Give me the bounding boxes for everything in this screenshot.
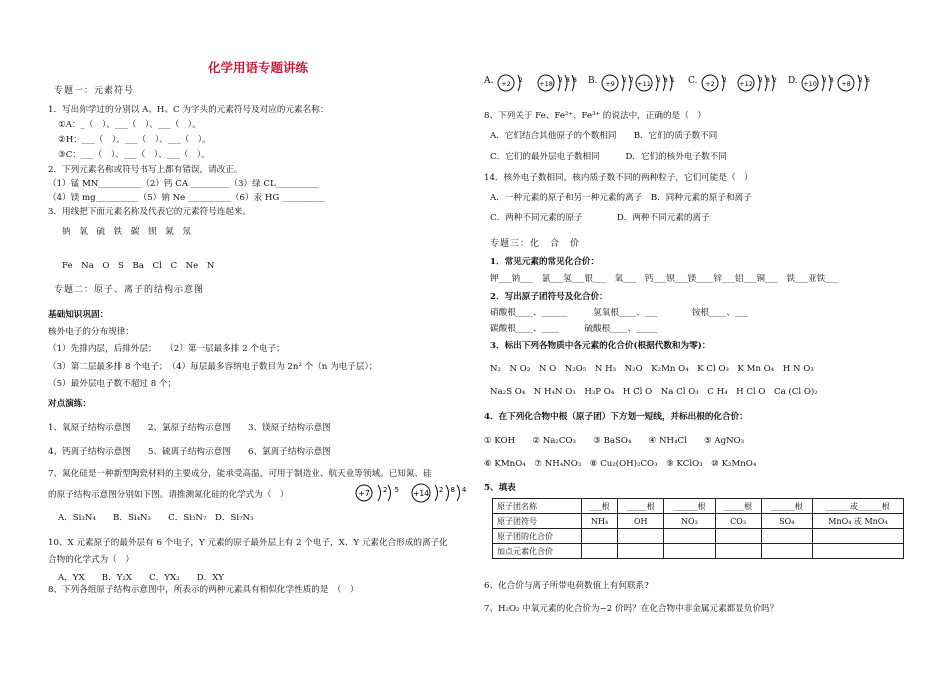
valence-1-heading: 1．常见元素的常见化合价： (490, 257, 600, 267)
q1-text: 1．写出你学过的分别以 A、H、C 为字头的元素符号及对应的元素名称： (48, 105, 329, 115)
nucleus-charge: +12 (739, 80, 753, 88)
shell-electron-count: 8 (664, 77, 668, 84)
row-head-valence: 原子团的化合价 (493, 529, 582, 544)
valence-4-line1: ① KOH ② Na₂CO₃ ③ BaSO₄ ④ NH₄Cl ⑤ AgNO₃ (484, 436, 745, 446)
shell-electron-count: 8 (573, 77, 577, 84)
atom-option-label: A. (484, 76, 494, 86)
atom-svg (536, 72, 580, 94)
valence-3-line2: Na₂S O₄ N H₄N O₃ H₃P O₄ H Cl O Na Cl O₃ C H₄ H Cl O Ca (Cl O)₂ (490, 387, 818, 397)
nitrogen-electrons: 2 5 (383, 486, 399, 494)
valence-3-line1: N₂ N O₂ N O N₂O₅ N H₃ N₂O K₂Mn O₄ K Cl O₃ K Mn O₄ H N O₃ (490, 364, 814, 374)
practice-7-line1: 7、氮化硅是一种新型陶瓷材料的主要成分，能承受高温，可用于制造业、航天业等领域。已知氮、硅 (48, 469, 432, 479)
blank-cell[interactable] (618, 529, 664, 544)
fill-table-heading: 5、填表 (484, 483, 516, 493)
silicon-nucleus: +14 (413, 489, 429, 498)
basic-knowledge-heading: 基础知识巩固： (48, 310, 109, 320)
shell-electron-count: 1 (671, 77, 675, 84)
q14-options-cd: C．两种不同元素的原子 D．两种不同元素的离子 (490, 213, 710, 223)
row-head-dotted-valence: 加点元素化合价 (493, 544, 582, 559)
blank-cell[interactable] (715, 529, 761, 544)
nucleus-charge: +2 (705, 80, 715, 88)
shell-electron-count: 2 (773, 77, 777, 84)
blank-cell[interactable] (812, 544, 903, 559)
radical-symbol-cell: NO₃ (664, 514, 715, 529)
q8-options-cd: C．它们的最外层电子数相同 D．它们的核外电子数不同 (490, 152, 727, 162)
silicon-atom-diagram (410, 483, 474, 503)
blank-cell[interactable] (761, 544, 812, 559)
practice-10-line2: 合物的化学式为（ ） (48, 555, 134, 565)
valence-4-heading: 4．在下列化合物中根（原子团）下方划一短线，并标出根的化合价： (484, 412, 748, 422)
table-row (493, 514, 904, 529)
practice-10-line1: 10、X 元素原子的最外层有 6 个电子，Y 元素的原子最外层上有 2 个电子，X、Y 元素化合形成的离子化 (48, 538, 448, 548)
atom-svg (836, 72, 880, 94)
blank-cell[interactable] (664, 529, 715, 544)
practice-7-options: A．Si₃N₄ B．Si₄N₃ C．Si₃N₇ D．Si₇N₃ (58, 513, 254, 523)
valence-4-line2: ⑥ KMnO₄ ⑦ NH₄NO₃ ⑧ Cu₂(OH)₂CO₃ ⑨ KClO₃ ⑩ K₂MnO₄ (484, 459, 757, 469)
practice-7-line2: 的原子结构示意图分别如下图。请推测氮化硅的化学式为（ ） (48, 490, 289, 500)
radical-symbol-cell: SO₄ (761, 514, 812, 529)
valence-2-line2: 碳酸根____、____ 硫酸根____、_____ (490, 324, 658, 334)
q8-text: 8、下列关于 Fe、Fe²⁺、Fe³⁺ 的说法中，正确的是（ ） (484, 111, 706, 121)
valence-3-heading: 3．标出下列各物质中各元素的化合价(根据代数和为零)： (490, 341, 711, 351)
nitrogen-nucleus: +7 (358, 489, 370, 498)
nucleus-charge: +2 (501, 80, 511, 88)
atom-svg (496, 72, 540, 94)
shell-electron-count: 6 (866, 77, 870, 84)
shell-electron-count: 2 (759, 77, 763, 84)
radical-name-cell[interactable]: ______或______根 (812, 499, 903, 514)
q3-text: 3．用线把下面元素名称及代表它的元素符号连起来。 (48, 207, 252, 217)
blank-cell[interactable] (582, 544, 618, 559)
shell-electron-count: 8 (566, 77, 570, 84)
row-head-symbol: 原子团符号 (493, 514, 582, 529)
rule-3-4: （3）第二层最多排 8 个电子； （4）每层最多容纳电子数目为 2n² 个（n 为电子层）； (48, 362, 378, 372)
rule-5: （5）最外层电子数不超过 8 个； (48, 379, 177, 389)
atom-options-row (484, 72, 904, 94)
q1a-text: ①A：_（ ）、___（ ）、___（ ）。 (58, 120, 201, 130)
practice-4-6: 4、钙离子结构示意图 5、硫离子结构示意图 6、氯离子结构示意图 (48, 447, 331, 457)
nucleus-charge: +18 (539, 80, 553, 88)
practice-10-options: A．YX B．Y₂X C．YX₂ D．XY (58, 573, 224, 583)
q14-options-ab: A．一种元素的原子和另一种元素的离子 B．同种元素的原子和离子 (490, 193, 752, 203)
q1c-text: ③C：___（ ）、___（ ）、___（ ）。 (58, 150, 210, 160)
shell-electron-count: 2 (657, 77, 661, 84)
question-7-text: 7、H₂O₂ 中氧元素的化合价为−2 价吗？在化合物中非金属元素都显负价吗？ (484, 604, 779, 614)
q2-text: 2．下列元素名称或符号书写上都有错误，请改正。 (48, 165, 243, 175)
atom-option-label: D. (788, 76, 798, 86)
shell-electron-count: 8 (830, 77, 834, 84)
table-row (493, 544, 904, 559)
blank-cell[interactable] (715, 544, 761, 559)
q1b-text: ②H：___（ ）、___（ ）、___（ ）。 (58, 135, 211, 145)
shell-electron-count: 2 (723, 77, 727, 84)
nucleus-charge: +9 (605, 80, 615, 88)
blank-cell[interactable] (664, 544, 715, 559)
valence-1-blanks: 钾___钠___ 氯___氢___银___ 氧___ 钙___钡___镁____锌___铝___铜___ 铁___亚铁___ (490, 274, 839, 284)
shell-electron-count: 2 (823, 77, 827, 84)
shell-electron-count: 2 (623, 77, 627, 84)
nucleus-charge: +11 (637, 80, 651, 88)
blank-cell[interactable] (618, 544, 664, 559)
row-head-name: 原子团名称 (493, 499, 582, 514)
question-6-text: 6、化合价与离子所带电荷数值上有何联系? (484, 581, 649, 591)
q14-text: 14．核外电子数相同，核内质子数不同的两种粒子，它们可能是（ ） (484, 173, 753, 183)
q8-options-ab: A．它们结合其他原子的个数相同 B．它们的质子数不同 (490, 131, 718, 141)
nucleus-charge: +8 (841, 80, 851, 88)
radical-symbol-cell: OH (618, 514, 664, 529)
atom-option-label: B. (588, 76, 598, 86)
blank-cell[interactable] (761, 529, 812, 544)
atom-svg (736, 72, 780, 94)
shell-electron-count: 2 (519, 77, 523, 84)
section-3-title: 专题三：化 合 价 (490, 239, 581, 249)
shell-electron-count: 2 (559, 77, 563, 84)
radical-name-cell[interactable]: _____根 (715, 499, 761, 514)
radical-fill-table (492, 498, 904, 559)
table-row (493, 529, 904, 544)
atom-svg (634, 72, 678, 94)
practice-heading: 对点演练： (48, 399, 91, 409)
silicon-electrons: 2 8 4 (439, 486, 467, 494)
radical-name-cell[interactable]: ______根 (664, 499, 715, 514)
section-1-title: 专题一：元素符号 (54, 86, 135, 96)
table-row (493, 499, 904, 514)
radical-name-cell[interactable]: ___根 (582, 499, 618, 514)
blank-cell[interactable] (582, 529, 618, 544)
q2b-text: （4）镁 mg__________（5）钠 Ne __________（6）汞 HG __________ (48, 193, 325, 203)
valence-2-line1: 硝酸根____、______ 氢氧根____、___ 铵根____、___ (490, 308, 748, 318)
rule-1-2: （1）先排内层，后排外层； （2）第一层最多排 2 个电子； (48, 344, 285, 354)
shell-electron-count: 7 (630, 77, 634, 84)
radical-name-cell[interactable]: ______根 (761, 499, 812, 514)
practice-1-3: 1、氧原子结构示意图 2、氯原子结构示意图 3、镁原子结构示意图 (48, 423, 331, 433)
atom-option-label: C. (688, 76, 698, 86)
radical-name-cell[interactable]: _____根 (618, 499, 664, 514)
q2a-text: （1）锰 MN__________（2）钙 CA _________（3）绿 CL__________ (48, 179, 319, 189)
nucleus-charge: +10 (803, 80, 817, 88)
nitrogen-atom-diagram (354, 483, 410, 503)
shell-electron-count: 2 (859, 77, 863, 84)
radical-symbol-cell: MnO₄ 或 MnO₄ (812, 514, 903, 529)
valence-2-heading: 2．写出原子团符号及化合价： (490, 292, 608, 302)
shell-electron-count: 8 (766, 77, 770, 84)
practice-8-text: 8、下列各组原子结构示意图中，所表示的两种元素具有相似化学性质的是 （ ） (48, 585, 359, 595)
blank-cell[interactable] (812, 529, 903, 544)
q3-names: 钠 氧 硫 铁 碳 钡 氮 氖 (62, 227, 191, 237)
q3-symbols: Fe Na O S Ba Cl C Ne N (62, 261, 215, 271)
radical-symbol-cell: NH₄ (582, 514, 618, 529)
section-2-title: 专题二：原子、离子的结构示意图 (54, 285, 205, 295)
rule-heading: 核外电子的分布规律： (48, 327, 134, 337)
radical-symbol-cell: CO₃ (715, 514, 761, 529)
page-title: 化学用语专题讲练 (208, 60, 309, 75)
